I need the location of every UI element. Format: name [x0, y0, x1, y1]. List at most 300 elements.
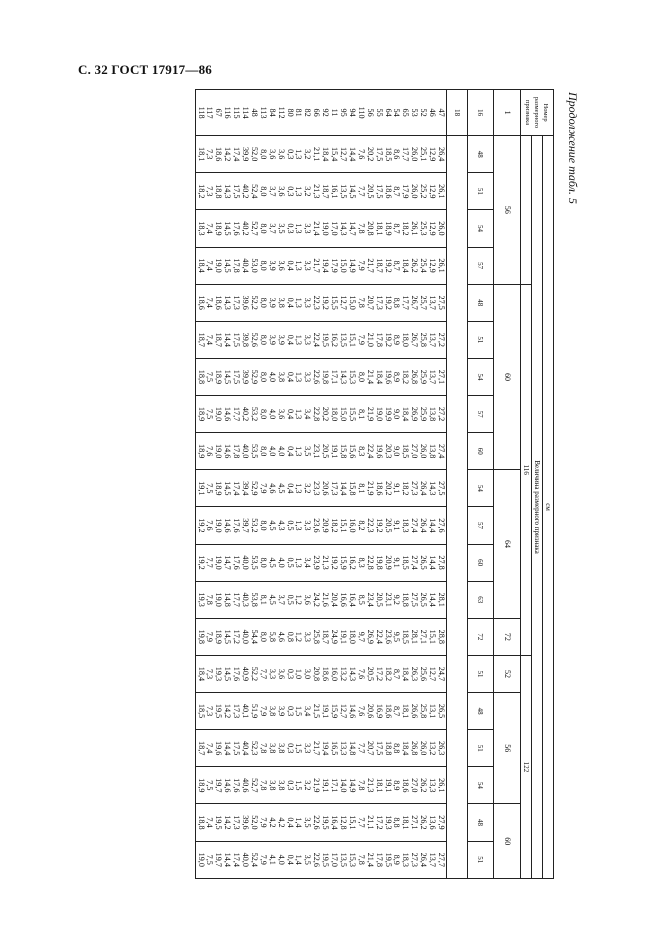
level2-header-60b: 60: [494, 804, 521, 879]
table-cell: 0,3: [285, 223, 295, 234]
table-cell: 7,7: [205, 557, 215, 568]
table-cell: 26,8: [410, 369, 420, 385]
table-cell: 17,6: [232, 221, 242, 236]
table-cell: 5,8: [267, 631, 277, 642]
table-cell: 4,5: [267, 557, 277, 568]
table-cell: 18,9: [214, 481, 224, 496]
table-cell: 26,0: [437, 221, 446, 236]
table-cell: 18,5: [401, 444, 411, 459]
table-cell: 27,7: [437, 852, 446, 867]
table-cell: 26,1: [437, 258, 446, 273]
feature-number-column: [195, 90, 446, 136]
table-cell: 3,3: [303, 631, 313, 642]
level2-left-header: 16: [468, 90, 494, 136]
table-cell: 17,7: [232, 406, 242, 422]
level1-left-header: 1: [494, 90, 521, 136]
table-cell: 19,8: [374, 555, 384, 570]
table-cell: 9,0: [392, 446, 402, 457]
table-cell: 1,4: [294, 817, 304, 828]
table-cell: 19,2: [196, 555, 206, 570]
table-cell: 8,7: [392, 668, 402, 680]
table-cell: 15,3: [347, 369, 357, 385]
table-cell: 18,3: [401, 518, 411, 533]
table-cell: 26,2: [419, 778, 429, 793]
feature-number: 113: [258, 106, 268, 119]
table-cell: 13,2: [428, 741, 438, 756]
table-cell: 12,7: [339, 147, 349, 162]
table-cell: 13,3: [339, 741, 349, 756]
table-cell: 26,3: [437, 741, 446, 756]
table-cell: 20,7: [365, 295, 375, 310]
feature-number: 46: [428, 108, 438, 117]
table-cell: 40,2: [241, 221, 251, 236]
table-cell: 27,8: [437, 555, 446, 570]
table-cell: 3,8: [267, 743, 277, 754]
feature-number: 56: [365, 108, 375, 117]
table-cell: 16,0: [347, 518, 357, 533]
table-cell: 4,1: [267, 854, 277, 865]
table-cell: 13,7: [428, 295, 438, 310]
table-cell: 39,8: [241, 332, 251, 347]
table-cell: 17,5: [374, 184, 384, 199]
value-column: [195, 470, 446, 507]
table-cell: 18,4: [321, 147, 331, 162]
table-cell: 18,9: [214, 221, 224, 236]
table-cell: 4,0: [276, 854, 286, 865]
table-cell: 8,8: [392, 743, 402, 754]
table-cell: 17,8: [374, 332, 384, 347]
table-cell: 12,7: [339, 295, 349, 310]
table-cell: 17,0: [330, 852, 340, 867]
table-cell: 19,1: [330, 444, 340, 459]
table-cell: 9,5: [392, 631, 402, 642]
table-cell: 15,1: [347, 815, 357, 830]
table-cell: 1,3: [294, 223, 304, 234]
table-cell: 9,2: [392, 594, 402, 605]
table-cell: 18,5: [383, 147, 393, 162]
table-cell: 3,6: [303, 594, 313, 605]
table-cell: 7,3: [205, 186, 215, 197]
col-header: 54: [468, 470, 494, 507]
table-cell: 21,7: [312, 258, 322, 273]
table-cell: 26,9: [365, 629, 375, 644]
table-cell: 0,5: [285, 557, 295, 568]
table-cell: 17,5: [232, 369, 242, 385]
table-cell: 0,4: [285, 446, 295, 457]
table-cell: 19,8: [321, 369, 331, 385]
table-cell: 7,8: [356, 780, 366, 791]
table-cell: 14,5: [223, 221, 233, 236]
table-cell: 8,9: [392, 371, 402, 383]
table-cell: 19,8: [196, 629, 206, 644]
table-cell: 7,9: [356, 260, 366, 271]
table-cell: 7,9: [356, 334, 366, 345]
table-cell: 19,4: [321, 258, 331, 273]
table-cell: 7,4: [205, 223, 215, 234]
table-cell: 4,2: [267, 817, 277, 828]
table-cell: 1,3: [294, 520, 304, 531]
table-cell: 3,5: [303, 817, 313, 828]
table-cell: 17,6: [232, 555, 242, 570]
table-cell: 25,1: [419, 147, 429, 162]
table-cell: 8,8: [392, 817, 402, 828]
table-cell: 17,8: [232, 444, 242, 459]
value-caption: Величина размерного признака: [532, 136, 543, 879]
table-cell: 0,3: [285, 668, 295, 680]
table-cell: 18,4: [401, 258, 411, 273]
table-cell: 3,5: [276, 223, 286, 234]
table-cell: 24,2: [312, 592, 322, 607]
table-cell: 27,5: [437, 481, 446, 496]
table-cell: 14,3: [428, 481, 438, 496]
table-cell: 7,6: [205, 446, 215, 457]
corner-label: Номер размерного признака: [524, 96, 550, 129]
feature-number: 48: [249, 108, 259, 117]
table-cell: 19,6: [383, 369, 393, 385]
table-cell: 18,2: [383, 666, 393, 682]
table-cell: 8,0: [258, 408, 268, 420]
table-cell: 15,6: [347, 444, 357, 459]
table-cell: 18,4: [401, 741, 411, 756]
rotated-table-container: [109, 89, 554, 879]
table-cell: 0,3: [285, 743, 295, 754]
table-cell: 8,9: [392, 334, 402, 345]
table-cell: 14,4: [428, 555, 438, 570]
table-cell: 3,3: [303, 260, 313, 271]
table-cell: 26,0: [419, 444, 429, 459]
table-cell: 8,1: [356, 408, 366, 420]
table-cell: 4,2: [276, 817, 286, 828]
table-cell: 52,4: [249, 184, 259, 199]
feature-number: 80: [285, 108, 295, 117]
table-cell: 3,3: [303, 371, 313, 383]
table-cell: 18,6: [321, 666, 331, 682]
table-cell: 4,5: [267, 594, 277, 605]
table-cell: 21,0: [365, 332, 375, 347]
table-cell: 13,3: [428, 778, 438, 793]
table-cell: 13,7: [428, 369, 438, 385]
table-cell: 27,4: [437, 444, 446, 459]
level2-header-56b: 56: [494, 693, 521, 804]
value-column: [195, 693, 446, 730]
table-cell: 14,2: [223, 147, 233, 162]
table-cell: 19,3: [383, 815, 393, 830]
table-cell: 17,7: [401, 147, 411, 162]
table-cell: 7,5: [205, 408, 215, 420]
table-cell: 3,6: [276, 668, 286, 680]
table-cell: 18,1: [401, 703, 411, 719]
table-cell: 16,0: [330, 666, 340, 682]
table-cell: 19,4: [321, 741, 331, 756]
table-cell: 19,5: [383, 852, 393, 867]
table-cell: 15,1: [428, 629, 438, 644]
table-cell: 8,5: [356, 594, 366, 605]
table-cell: 3,5: [303, 854, 313, 865]
col-header: 48: [468, 693, 494, 730]
table-cell: 18,1: [374, 778, 384, 793]
table-cell: 23,4: [365, 592, 375, 607]
table-cell: 17,3: [330, 481, 340, 496]
table-cell: 17,5: [232, 741, 242, 756]
feature-number: 53: [410, 108, 420, 117]
table-cell: 17,8: [232, 258, 242, 273]
table-cell: 8,2: [356, 520, 366, 531]
table-cell: 14,7: [223, 555, 233, 570]
table-cell: 0,4: [285, 483, 295, 494]
table-cell: 27,1: [410, 815, 420, 830]
table-cell: 7,6: [205, 520, 215, 531]
table-cell: 26,4: [437, 147, 446, 162]
table-cell: 0,3: [285, 705, 295, 717]
table-cell: 17,6: [232, 666, 242, 682]
table-cell: 15,5: [347, 406, 357, 422]
table-cell: 19,0: [214, 592, 224, 607]
table-cell: 27,5: [437, 295, 446, 310]
table-cell: 19,1: [339, 629, 349, 644]
table-cell: 8,0: [258, 557, 268, 568]
table-cell: 28,8: [437, 629, 446, 644]
table-cell: 52,0: [249, 815, 259, 830]
table-cell: 0,5: [285, 594, 295, 605]
table-cell: 25,3: [419, 221, 429, 236]
table-cell: 14,2: [223, 703, 233, 719]
table-cell: 13,5: [339, 332, 349, 347]
table-cell: 4,0: [276, 446, 286, 457]
col-header: 48: [468, 136, 494, 173]
table-cell: 15,0: [347, 295, 357, 310]
table-cell: 0,4: [285, 854, 295, 865]
table-cell: 17,1: [330, 369, 340, 385]
value-column: [195, 433, 446, 470]
table-cell: 7,7: [258, 668, 268, 680]
table-cell: 17,3: [232, 295, 242, 310]
col-header: 54: [468, 358, 494, 395]
table-cell: 18,9: [196, 444, 206, 459]
table-cell: 4,0: [276, 557, 286, 568]
table-cell: 12,7: [339, 703, 349, 719]
table-cell: 22,6: [312, 815, 322, 830]
table-cell: 12,9: [428, 258, 438, 273]
value-column: [195, 247, 446, 284]
table-cell: 17,9: [401, 184, 411, 199]
table-cell: 23,3: [312, 481, 322, 496]
table-cell: 20,5: [374, 592, 384, 607]
table-cell: 15,8: [347, 481, 357, 496]
table-cell: 18,9: [196, 406, 206, 422]
table-cell: 18,7: [214, 332, 224, 347]
table-cell: 7,5: [205, 780, 215, 791]
table-cell: 22,8: [312, 406, 322, 422]
table-cell: 14,4: [223, 741, 233, 756]
feature-number: 67: [214, 108, 224, 117]
table-cell: 3,9: [276, 705, 286, 717]
table-cell: 14,3: [223, 295, 233, 310]
table-cell: 40,9: [241, 666, 251, 682]
table-cell: 19,5: [321, 852, 331, 867]
table-cell: 3,3: [267, 668, 277, 680]
table-cell: 15,0: [339, 258, 349, 273]
table-cell: 3,9: [276, 334, 286, 345]
table-cell: 7,5: [205, 854, 215, 865]
table-cell: 12,9: [428, 221, 438, 236]
table-cell: 8,3: [356, 446, 366, 457]
table-cell: 3,7: [267, 223, 277, 234]
table-cell: 1,3: [294, 446, 304, 457]
table-cell: 4,6: [276, 631, 286, 642]
table-cell: 15,5: [330, 295, 340, 310]
table-cell: 19,7: [214, 778, 224, 793]
table-cell: 14,7: [347, 221, 357, 236]
table-cell: 3,9: [267, 297, 277, 308]
table-cell: 16,2: [347, 555, 357, 570]
table-cell: 7,7: [356, 817, 366, 828]
table-cell: 52,4: [249, 852, 259, 867]
table-cell: 20,7: [365, 741, 375, 756]
table-cell: 17,8: [374, 852, 384, 867]
table-cell: 8,7: [392, 705, 402, 717]
table-cell: 3,2: [303, 186, 313, 197]
table-cell: 8,0: [258, 371, 268, 383]
table-cell: 27,4: [410, 555, 420, 570]
table-cell: 25,8: [312, 629, 322, 644]
table-cell: 8,1: [258, 594, 268, 605]
table-cell: 1,3: [294, 149, 304, 160]
table-cell: 8,8: [392, 297, 402, 308]
table-cell: 7,4: [205, 260, 215, 271]
table-cell: 3,0: [303, 668, 313, 680]
table-cell: 8,7: [392, 186, 402, 197]
table-cell: 22,3: [312, 295, 322, 310]
table-cell: 26,1: [410, 221, 420, 236]
feature-number: 82: [303, 108, 313, 117]
table-cell: 18,2: [401, 221, 411, 236]
table-cell: 17,4: [232, 852, 242, 867]
table-cell: 19,7: [214, 852, 224, 867]
table-cell: 51,9: [249, 703, 259, 719]
table-cell: 26,1: [437, 184, 446, 199]
table-cell: 8,0: [258, 186, 268, 197]
table-cell: 15,9: [339, 555, 349, 570]
table-cell: 3,9: [267, 334, 277, 345]
table-cell: 54,4: [249, 629, 259, 644]
table-cell: 17,3: [232, 703, 242, 719]
table-cell: 18,2: [196, 184, 206, 199]
table-cell: 24,9: [330, 629, 340, 644]
table-cell: 13,5: [339, 852, 349, 867]
table-cell: 17,5: [374, 741, 384, 756]
table-cell: 27,0: [410, 778, 420, 793]
col-header: 57: [468, 396, 494, 433]
table-cell: 14,4: [223, 852, 233, 867]
col-header: 51: [468, 173, 494, 210]
table-cell: 14,9: [347, 258, 357, 273]
table-cell: 15,1: [339, 518, 349, 533]
table-cell: 8,7: [392, 260, 402, 271]
table-cell: 18,6: [214, 147, 224, 162]
table-cell: 16,6: [339, 592, 349, 607]
table-cell: 19,3: [214, 666, 224, 682]
table-cell: 18,3: [401, 852, 411, 867]
table-cell: 14,5: [223, 629, 233, 644]
table-cell: 17,5: [232, 184, 242, 199]
table-cell: 20,9: [383, 555, 393, 570]
table-cell: 27,2: [437, 332, 446, 347]
table-cell: 4,5: [267, 520, 277, 531]
table-cell: 18,7: [321, 629, 331, 644]
table-cell: 27,1: [419, 629, 429, 644]
table-cell: 14,5: [223, 369, 233, 385]
table-cell: 27,1: [437, 369, 446, 385]
table-cell: 26,0: [419, 741, 429, 756]
table-cell: 18,8: [196, 369, 206, 385]
value-column: [195, 544, 446, 581]
table-cell: 21,4: [312, 221, 322, 236]
table-cell: 3,7: [276, 594, 286, 605]
table-cell: 8,9: [392, 854, 402, 865]
col-header: 54: [468, 767, 494, 804]
table-cell: 8,3: [356, 557, 366, 568]
table-cell: 18,3: [196, 221, 206, 236]
table-cell: 14,4: [223, 332, 233, 347]
table-cell: 1,3: [294, 334, 304, 345]
table-cell: 26,0: [410, 184, 420, 199]
table-cell: 52,6: [249, 332, 259, 347]
table-cell: 18,8: [214, 184, 224, 199]
feature-number: 64: [383, 108, 393, 117]
table-cell: 3,3: [303, 743, 313, 754]
table-cell: 20,8: [312, 666, 322, 682]
table-cell: 9,1: [392, 483, 402, 494]
feature-number: 11: [330, 108, 340, 117]
col-header: 51: [468, 841, 494, 878]
table-cell: 0,4: [285, 260, 295, 271]
table-cell: 3,6: [276, 408, 286, 420]
col-header: 51: [468, 730, 494, 767]
table-cell: 14,9: [347, 778, 357, 793]
table-cell: 53,2: [249, 518, 259, 533]
table-cell: 12,9: [428, 147, 438, 162]
table-cell: 18,7: [196, 332, 206, 347]
table-cell: 13,7: [428, 852, 438, 867]
table-cell: 7,3: [205, 668, 215, 680]
level1-header-116: 116: [521, 284, 532, 655]
table-cell: 18,8: [401, 592, 411, 607]
table-cell: 40,1: [241, 703, 251, 719]
table-cell: 19,0: [214, 555, 224, 570]
table-cell: 18,6: [374, 481, 384, 496]
table-cell: 27,4: [410, 518, 420, 533]
table-cell: 14,8: [223, 592, 233, 607]
table-cell: 18,2: [330, 518, 340, 533]
table-cell: 1,3: [294, 371, 304, 383]
value-column: [195, 396, 446, 433]
table-cell: 14,5: [223, 258, 233, 273]
table-cell: 3,6: [276, 186, 286, 197]
table-cell: 17,2: [374, 666, 384, 682]
table-cell: 22,3: [365, 518, 375, 533]
table-cell: 18,8: [196, 815, 206, 830]
table-cell: 40,0: [241, 444, 251, 459]
feature-number: 118: [196, 106, 206, 119]
table-cell: 21,9: [312, 778, 322, 793]
table-cell: 21,3: [365, 778, 375, 793]
table-cell: 19,1: [383, 778, 393, 793]
table-cell: 20,8: [365, 221, 375, 236]
table-cell: 12,7: [428, 666, 438, 682]
table-cell: 7,6: [356, 149, 366, 160]
col-header: 63: [468, 581, 494, 618]
table-cell: 18,9: [214, 369, 224, 385]
